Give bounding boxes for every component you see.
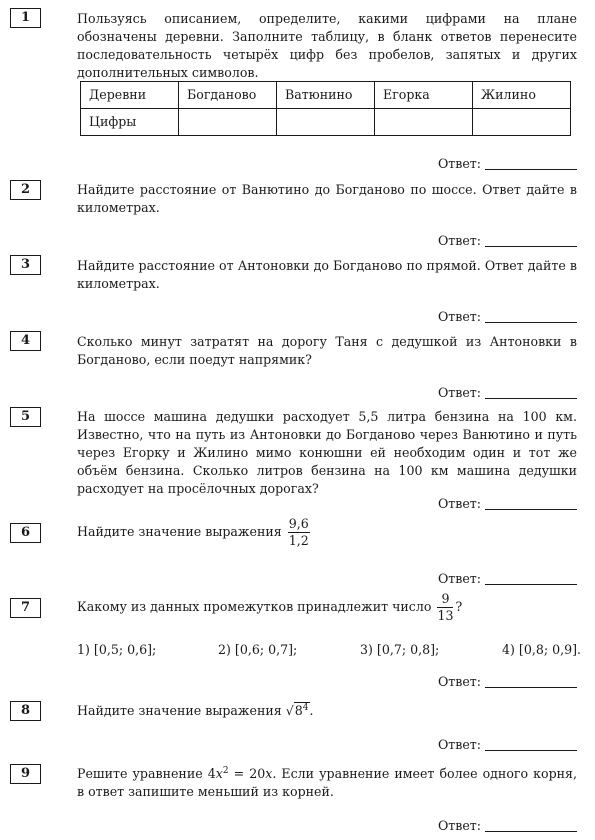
answer-label: Ответ: <box>437 737 481 752</box>
answer-line[interactable] <box>485 584 577 585</box>
answer-label: Ответ: <box>437 156 481 171</box>
task-6-prompt: Найдите значение выражения <box>77 524 282 539</box>
answer-label: Ответ: <box>437 385 481 400</box>
answer-line[interactable] <box>485 322 577 323</box>
option-1[interactable]: 1) [0,5; 0,6]; <box>77 642 157 657</box>
digit-cell-vatyunino[interactable] <box>277 109 375 136</box>
task-number-9: 9 <box>10 764 41 784</box>
fraction <box>288 516 310 549</box>
radicand-base: 8 <box>294 703 303 718</box>
answer-field-7 <box>438 673 577 691</box>
table-row-label: Цифры <box>81 109 179 136</box>
answer-field-3 <box>438 308 577 326</box>
digit-cell-egorka[interactable] <box>375 109 473 136</box>
variable-x: x <box>265 766 273 781</box>
answer-label: Ответ: <box>437 674 481 689</box>
question-mark: ? <box>455 599 463 614</box>
answer-field-1 <box>438 155 577 173</box>
option-3[interactable]: 3) [0,7; 0,8]; <box>360 642 440 657</box>
radicand-exponent: 4 <box>302 702 309 713</box>
answer-field-9 <box>438 817 577 835</box>
answer-line[interactable] <box>485 246 577 247</box>
answer-line[interactable] <box>485 509 577 510</box>
answer-field-4 <box>438 384 577 402</box>
fraction-numerator: 9 <box>437 591 453 608</box>
answer-line[interactable] <box>485 750 577 751</box>
task-number-7: 7 <box>10 598 41 618</box>
task-7-text <box>77 591 577 624</box>
task-number-3: 3 <box>10 255 41 275</box>
square-root: $√8^4$ <box>285 702 309 718</box>
table-header-cell: Богданово <box>179 82 277 109</box>
table-header-cell: Ватюнино <box>277 82 375 109</box>
variable-x: x <box>215 766 223 781</box>
answer-line[interactable] <box>485 398 577 399</box>
task-number-2: 2 <box>10 180 41 200</box>
equation-part: = 20 <box>228 766 266 781</box>
task-number-4: 4 <box>10 331 41 351</box>
villages-table <box>80 81 571 136</box>
task-number-6: 6 <box>10 523 41 543</box>
answer-field-8 <box>438 736 577 754</box>
task-number-1: 1 <box>10 8 41 28</box>
task-8-prompt: Найдите значение выражения <box>77 703 282 718</box>
table-header-cell: Егорка <box>375 82 473 109</box>
digit-cell-bogdanovo[interactable] <box>179 109 277 136</box>
answer-label: Ответ: <box>437 233 481 248</box>
answer-line[interactable] <box>485 687 577 688</box>
fraction <box>437 591 453 624</box>
option-2[interactable]: 2) [0,6; 0,7]; <box>218 642 298 657</box>
answer-label: Ответ: <box>437 496 481 511</box>
table-row <box>81 109 571 136</box>
answer-field-5 <box>438 495 577 513</box>
task-9-text <box>77 765 577 801</box>
fraction-denominator: 13 <box>437 608 454 623</box>
table-row <box>81 82 571 109</box>
option-4[interactable]: 4) [0,8; 0,9]. <box>502 642 582 657</box>
task-3-text: Найдите расстояние от Антоновки до Богданово по прямой. Ответ дайте в километрах. <box>77 258 577 291</box>
table-header-cell: Деревни <box>81 82 179 109</box>
fraction-numerator: 9,6 <box>288 516 309 531</box>
task-2-text: Найдите расстояние от Ванютино до Богданово по шоссе. Ответ дайте в километрах. <box>77 182 577 215</box>
answer-label: Ответ: <box>437 571 481 586</box>
answer-field-6 <box>438 570 577 588</box>
task-4-text: Сколько минут затратят на дорогу Таня с дедушкой из Антоновки в Богданово, если поедут напрямик? <box>77 334 577 367</box>
exponent: 2 <box>222 765 229 776</box>
answer-label: Ответ: <box>437 309 481 324</box>
task-8-text <box>77 702 577 720</box>
task-number-8: 8 <box>10 701 41 721</box>
task-5-text: На шоссе машина дедушки расходует 5,5 литра бензина на 100 км. Известно, что на путь из Антоновки до Богданово через Ванютино и путь через Егорку и Жилино мимо конюшни ей необходим один и тот же объём бензина. Сколько литров бензина на 100 км машина дедушки расходует на просёлочных дорогах? <box>77 409 577 496</box>
task-9-prompt: . Если уравнение имеет более одного корня, в ответ запишите меньший из корней. <box>77 766 577 799</box>
answer-line[interactable] <box>485 831 577 832</box>
answer-field-2 <box>438 232 577 250</box>
task-number-5: 5 <box>10 407 41 427</box>
table-header-cell: Жилино <box>473 82 571 109</box>
answer-line[interactable] <box>485 169 577 170</box>
task-1-text: Пользуясь описанием, определите, какими цифрами на плане обозначены деревни. Заполните таблицу, в бланк ответов перенесите последовательность четырёх цифр без пробелов, запятых и других дополнительных символов. <box>77 11 577 80</box>
digit-cell-zhilino[interactable] <box>473 109 571 136</box>
answer-label: Ответ: <box>437 818 481 833</box>
fraction-denominator: 1,2 <box>288 533 309 548</box>
task-7-prompt: Какому из данных промежутков принадлежит число <box>77 599 432 614</box>
radicand <box>294 702 310 718</box>
period: . <box>309 703 314 718</box>
task-6-text <box>77 516 577 549</box>
equation-part: Решите уравнение 4 <box>77 766 216 781</box>
